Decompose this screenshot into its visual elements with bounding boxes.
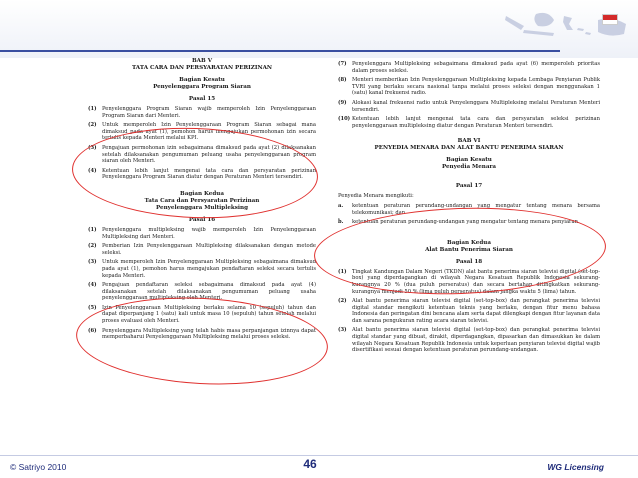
footer-copyright: © Satriyo 2010 (10, 462, 67, 472)
slide-header (0, 0, 638, 58)
pasal16-paragraph-2 (88, 243, 316, 256)
pasal16-paragraph-number: (3) (88, 259, 97, 266)
section1-title: Bagian Kesatu (179, 77, 225, 83)
pasal18-paragraph-text: Tingkat Kandungan Dalam Negeri (TKDN) alat bantu penerima siaran televisi digital (set-top-box) yang diperdagangkan di wilayah Negara Kesatuan Republik Indonesia sekurang-kurangnya 20 % (dua puluh perseratus) dan secara bertahap ditingkatkan sekurang-kurangnya menjadi 50 % (lima puluh perseratus) dalam jangka waktu 5 (lima) tahun. (352, 268, 600, 295)
pasal15-paragraph-number: (1) (88, 106, 97, 112)
pasal17-item-text: ketentuan peraturan perundang-undangan yang mengatur tentang menara bersama telekomunikasi; dan (352, 202, 600, 216)
pasal16-paragraph-text: Izin Penyelenggaraan Multipleksing berlaku selama 10 (sepuluh) tahun dan dapat diperpanjang 1 (satu) kali untuk masa 10 (sepuluh) tahun setelah melalui proses evaluasi oleh Menteri. (102, 304, 316, 325)
pasal16-paragraph-cont-2 (338, 77, 600, 97)
flag-white-stripe (603, 20, 617, 25)
pasal18-title: Pasal 18 (455, 258, 483, 265)
pasal16-paragraph-text: Penyelenggara multipleksing wajib memperoleh Izin Penyelenggaraan Multipleksing dari Menteri. (102, 226, 316, 240)
section2-title-right: Bagian Kedua (447, 239, 491, 246)
pasal18-paragraph-3 (338, 327, 600, 353)
pasal16-paragraph-3 (88, 259, 316, 279)
pasal15-paragraph-text: Ketentuan lebih lanjut mengenai tata cara dan persyaratan perizinan Penyelenggara Program Siaran diatur dengan Peraturan Menteri tersendiri. (102, 167, 316, 181)
pasal16-paragraph-cont-1 (338, 61, 600, 74)
pasal16-paragraph-number: (2) (88, 243, 97, 250)
section1-title-right: Bagian Kesatu (446, 157, 492, 164)
section2-subtitle-1: Tata Cara dan Persyaratan Perizinan (144, 197, 260, 204)
pasal16-paragraph-text: Untuk memperoleh Izin Penyelenggaraan Multipleksing sebagaimana dimaksud pada ayat (1), pemohon harus mengajukan pendaftaran seleksi secara tertulis kepada Menteri. (102, 259, 316, 279)
pasal15-title: Pasal 15 (188, 96, 216, 102)
pasal16-paragraph-cont-text: Ketentuan lebih lanjut mengenai tata cara dan persyaratan seleksi perizinan penyelenggaraan multipleksing diatur dengan Peraturan Menteri tersendiri. (352, 116, 600, 129)
pasal16-paragraph-text: Penyelenggara Multipleksing yang telah habis masa perpanjangan izinnya dapat memperbaharui Penyelenggaraan Multipleksing melalui proses seleksi. (102, 327, 316, 341)
footer-brand: WG Licensing (547, 462, 604, 472)
indonesia-map-icon (502, 6, 632, 46)
bab5-subtitle: TATA CARA DAN PERSYARATAN PERIZINAN (131, 65, 273, 71)
pasal16-paragraph-1 (88, 227, 316, 240)
pasal16-paragraph-number: (6) (88, 327, 97, 334)
bab5-title: BAB V (191, 58, 213, 64)
footer-rule (0, 455, 638, 456)
right-document-column (338, 58, 600, 354)
pasal18-paragraph-text: Alat bantu penerima siaran televisi digital (set-top-box) dan perangkat penerima televisi digital standar mengikuti ketentuan teknis yang berlaku, dengan fitur menu bahasa Indonesia dan peringatan dini bencana alam serta dapat dilengkapi dengan fitur layanan data dan sarana pengukuran rating acara siaran televisi. (352, 298, 600, 324)
section1-subtitle-right: Penyedia Menara (441, 164, 497, 171)
pasal17-item-number: b. (338, 219, 344, 226)
pasal16-paragraph-number: (4) (88, 282, 97, 289)
pasal18-paragraph-text: Alat bantu penerima siaran televisi digital (set-top-box) dan perangkat penerima televisi digital standar yang dibuat, dirakit, diperdagangkan, dipasarkan dan dimasukkan ke dalam wilayah Negara Kesatuan Republik Indonesia untuk keperluan penyiaran televisi digital wajib disertifikasi sesuai dengan ketentuan peraturan perundang-undangan. (352, 327, 600, 354)
page-number: 46 (303, 457, 317, 471)
pasal16-paragraph-cont-3 (338, 100, 600, 113)
pasal16-paragraph-cont-number: (7) (338, 61, 347, 67)
section2-title: Bagian Kedua (180, 190, 224, 197)
pasal18-paragraph-number: (3) (338, 327, 347, 334)
bab6-subtitle: PENYEDIA MENARA DAN ALAT BANTU PENERIMA SIARAN (374, 145, 564, 152)
pasal16-continued-paragraphs (338, 61, 600, 129)
section1-subtitle: Penyelenggara Program Siaran (153, 84, 251, 90)
pasal16-paragraph-cont-number: (9) (338, 99, 347, 106)
pasal18-paragraph-number: (1) (338, 268, 347, 275)
pasal15-paragraph-1 (88, 106, 316, 119)
pasal16-paragraph-number: (1) (88, 226, 97, 233)
section2-subtitle-2: Penyelenggara Multipleksing (155, 204, 249, 211)
pasal16-paragraph-cont-text: Penyelenggara Multipleksing sebagaimana dimaksud pada ayat (6) memperoleh prioritas dalam proses seleksi. (352, 61, 600, 74)
pasal16-paragraph-cont-text: Alokasi kanal frekuensi radio untuk Penyelenggara Multipleksing melalui Peraturan Menteri tersendiri. (352, 99, 600, 113)
pasal16-paragraph-text: Pengajuan pendaftaran seleksi sebagaimana dimaksud pada ayat (4) dilaksanakan setelah dilaksanakan pengumuman peluang usaha penyelenggaraan multipleksing oleh Menteri. (102, 282, 316, 302)
pasal17-item-text: ketentuan peraturan perundang-undangan yang mengatur tentang menara penyiaran. (352, 219, 580, 226)
pasal15-paragraph-number: (3) (88, 144, 97, 151)
pasal16-paragraph-cont-4 (338, 116, 600, 129)
pasal17-intro: Penyedia Menara mengikuti: (338, 193, 414, 200)
pasal15-paragraph-text: Untuk memperoleh Izin Penyelenggaraan Program Siaran sebagai mana dimaksud pada ayat (1), pemohon harus mengajukan permohonan izin secara tertulis kepada Menteri melalui KPI. (102, 122, 316, 142)
pasal16-paragraph-cont-number: (10) (338, 116, 351, 123)
pasal16-title: Pasal 16 (188, 216, 216, 223)
pasal16-paragraph-cont-text: Menteri memberikan Izin Penyelenggaraan Multipleksing kepada Lembaga Penyiaran Publik TVRI yang berlaku secara nasional tanpa melalui proses seleksi dengan menggunakan 1 (satu) kanal frekuensi radio. (352, 77, 600, 97)
pasal16-paragraph-cont-number: (8) (338, 77, 347, 84)
pasal17-title: Pasal 17 (455, 183, 483, 190)
pasal15-paragraph-number: (4) (88, 167, 97, 174)
pasal15-paragraph-number: (2) (88, 122, 97, 129)
pasal15-paragraph-text: Penyelenggara Program Siaran wajib memperoleh Izin Penyelenggaraan Program Siaran dari Menteri. (102, 106, 316, 119)
pasal17-item-number: a. (338, 202, 344, 209)
section2-subtitle-right: Alat Bantu Penerima Siaran (425, 246, 513, 253)
pasal15-paragraph-text: Pengajuan permohonan izin sebagaimana dimaksud pada ayat (2) dilaksanakan setelah dilaksanakan pengumuman peluang usaha penyelenggaraan program siaran oleh Menteri. (102, 144, 316, 165)
bab6-title: BAB VI (457, 138, 481, 145)
pasal16-paragraph-text: Pemberian Izin Penyelenggaraan Multipleksing dilaksanakan dengan metode seleksi. (102, 243, 316, 256)
header-rule (0, 50, 560, 52)
pasal18-paragraph-2 (338, 298, 600, 324)
pasal18-paragraph-number: (2) (338, 298, 347, 305)
indonesia-flag-icon (602, 14, 618, 25)
pasal16-paragraph-number: (5) (88, 304, 97, 311)
